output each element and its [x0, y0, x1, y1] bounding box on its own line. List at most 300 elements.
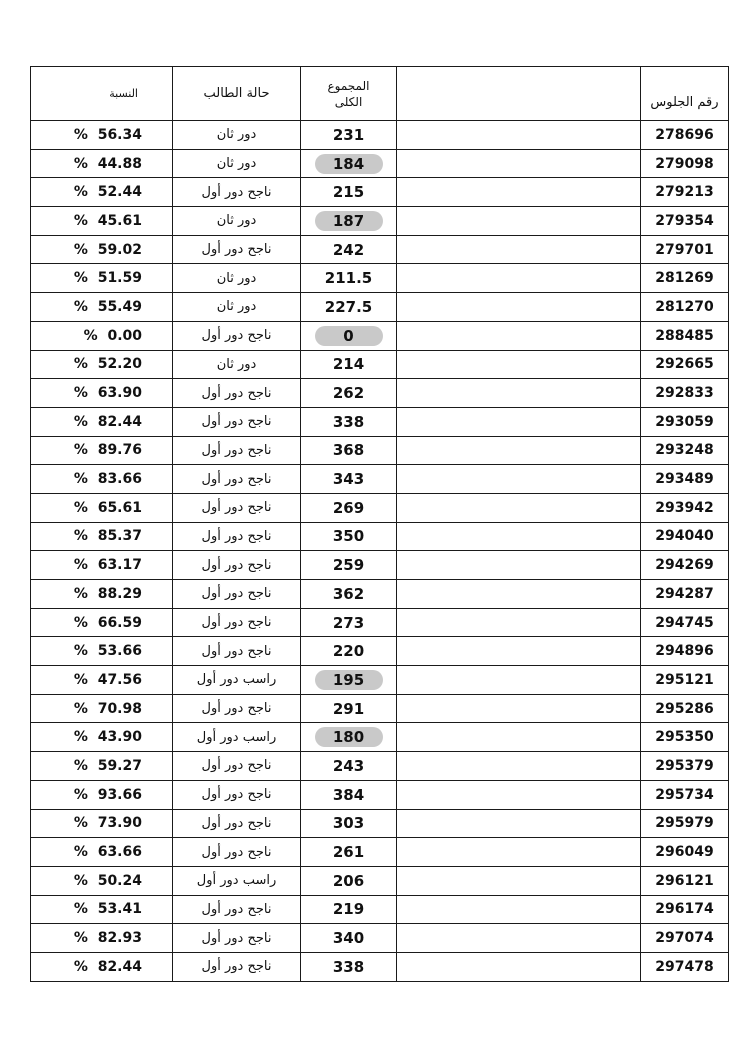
- results-table: [30, 66, 729, 982]
- table-row: [31, 608, 729, 637]
- seat-number-cell: 279213: [641, 178, 729, 207]
- table-row: [31, 493, 729, 522]
- percent-sign: %: [73, 585, 88, 602]
- empty-cell: [397, 838, 641, 867]
- status-cell: [173, 752, 301, 781]
- status-text: دور ثان: [216, 270, 257, 286]
- seat-number-cell: 292665: [641, 350, 729, 379]
- percentage-value: 47.56: [97, 671, 142, 688]
- status-text: ناجح دور أول: [201, 184, 272, 200]
- total-cell: [301, 293, 397, 322]
- percentage-cell: [31, 293, 173, 322]
- table-row: [31, 780, 729, 809]
- status-cell: [173, 895, 301, 924]
- empty-cell: [397, 809, 641, 838]
- header-seat: رقم الجلوس: [641, 67, 729, 121]
- percent-sign: %: [73, 671, 88, 688]
- empty-cell: [397, 293, 641, 322]
- percent-sign: %: [73, 729, 88, 746]
- status-cell: [173, 465, 301, 494]
- percentage-value: 59.02: [97, 241, 142, 258]
- percentage-cell: [31, 666, 173, 695]
- total-value: 215: [332, 183, 365, 202]
- percent-sign: %: [73, 184, 88, 201]
- status-cell: [173, 723, 301, 752]
- status-cell: [173, 522, 301, 551]
- percent-sign: %: [73, 872, 88, 889]
- status-text: ناجح دور أول: [201, 959, 272, 975]
- total-value: 206: [332, 871, 365, 890]
- status-text: ناجح دور أول: [201, 758, 272, 774]
- percentage-cell: [31, 121, 173, 150]
- total-value: 259: [332, 556, 365, 575]
- header-total: [301, 67, 397, 121]
- total-value: 242: [332, 240, 365, 259]
- percentage-cell: [31, 924, 173, 953]
- status-cell: [173, 379, 301, 408]
- seat-number-cell: 292833: [641, 379, 729, 408]
- table-row: [31, 436, 729, 465]
- total-cell: [301, 321, 397, 350]
- table-row: [31, 465, 729, 494]
- table-body: [31, 121, 729, 982]
- total-cell: [301, 838, 397, 867]
- total-cell: [301, 207, 397, 236]
- status-cell: [173, 264, 301, 293]
- percentage-cell: [31, 350, 173, 379]
- table-row: [31, 149, 729, 178]
- status-text: راسب دور أول: [196, 729, 277, 745]
- table-row: [31, 350, 729, 379]
- percent-sign: %: [73, 614, 88, 631]
- percent-sign: %: [73, 557, 88, 574]
- table-row: [31, 407, 729, 436]
- empty-cell: [397, 666, 641, 695]
- status-cell: [173, 321, 301, 350]
- empty-cell: [397, 580, 641, 609]
- percentage-value: 43.90: [97, 729, 142, 746]
- percentage-value: 66.59: [97, 614, 142, 631]
- status-cell: [173, 838, 301, 867]
- table-row: [31, 551, 729, 580]
- total-cell: [301, 780, 397, 809]
- seat-number-cell: 296121: [641, 866, 729, 895]
- percentage-value: 53.66: [97, 643, 142, 660]
- total-cell: [301, 178, 397, 207]
- empty-cell: [397, 178, 641, 207]
- header-row: [31, 67, 729, 121]
- table-row: [31, 809, 729, 838]
- table-row: [31, 293, 729, 322]
- percentage-cell: [31, 436, 173, 465]
- header-status: حالة الطالب: [173, 67, 301, 121]
- percentage-cell: [31, 608, 173, 637]
- percentage-cell: [31, 522, 173, 551]
- percent-sign: %: [73, 815, 88, 832]
- percent-sign: %: [73, 356, 88, 373]
- table-row: [31, 235, 729, 264]
- total-cell: [301, 149, 397, 178]
- status-cell: [173, 207, 301, 236]
- empty-cell: [397, 952, 641, 981]
- status-text: ناجح دور أول: [201, 557, 272, 573]
- percentage-cell: [31, 149, 173, 178]
- percentage-cell: [31, 235, 173, 264]
- seat-number-cell: 294269: [641, 551, 729, 580]
- total-value: 262: [332, 384, 365, 403]
- seat-number-cell: 293489: [641, 465, 729, 494]
- seat-number-cell: 281269: [641, 264, 729, 293]
- percent-sign: %: [73, 844, 88, 861]
- percentage-value: 63.66: [97, 844, 142, 861]
- status-text: ناجح دور أول: [201, 500, 272, 516]
- table-row: [31, 952, 729, 981]
- empty-cell: [397, 207, 641, 236]
- status-text: ناجح دور أول: [201, 701, 272, 717]
- total-value: 303: [332, 814, 365, 833]
- status-cell: [173, 149, 301, 178]
- percentage-cell: [31, 895, 173, 924]
- percentage-value: 83.66: [97, 471, 142, 488]
- empty-cell: [397, 866, 641, 895]
- status-text: راسب دور أول: [196, 873, 277, 889]
- seat-number-cell: 293059: [641, 407, 729, 436]
- percentage-value: 73.90: [97, 815, 142, 832]
- total-value: 362: [332, 584, 365, 603]
- status-cell: [173, 436, 301, 465]
- total-value-highlighted: 180: [315, 727, 383, 747]
- status-cell: [173, 694, 301, 723]
- percent-sign: %: [73, 528, 88, 545]
- table-row: [31, 752, 729, 781]
- percent-sign: %: [73, 471, 88, 488]
- seat-number-cell: 279354: [641, 207, 729, 236]
- table-row: [31, 924, 729, 953]
- total-cell: [301, 809, 397, 838]
- total-cell: [301, 666, 397, 695]
- seat-number-cell: 294287: [641, 580, 729, 609]
- status-text: ناجح دور أول: [201, 815, 272, 831]
- seat-number-cell: 295379: [641, 752, 729, 781]
- empty-cell: [397, 350, 641, 379]
- percentage-value: 82.93: [97, 930, 142, 947]
- total-cell: [301, 551, 397, 580]
- percentage-value: 65.61: [97, 499, 142, 516]
- percent-sign: %: [73, 270, 88, 287]
- percentage-value: 70.98: [97, 700, 142, 717]
- empty-cell: [397, 465, 641, 494]
- header-percentage: النسبة: [31, 67, 173, 121]
- seat-number-cell: 281270: [641, 293, 729, 322]
- empty-cell: [397, 407, 641, 436]
- percentage-value: 44.88: [97, 155, 142, 172]
- status-text: ناجح دور أول: [201, 901, 272, 917]
- percentage-value: 63.90: [97, 385, 142, 402]
- total-cell: [301, 121, 397, 150]
- percent-sign: %: [73, 126, 88, 143]
- total-value: 338: [332, 412, 365, 431]
- empty-cell: [397, 924, 641, 953]
- total-cell: [301, 752, 397, 781]
- total-value-highlighted: 187: [315, 211, 383, 231]
- status-text: ناجح دور أول: [201, 471, 272, 487]
- percent-sign: %: [73, 757, 88, 774]
- percentage-value: 0.00: [107, 327, 142, 344]
- seat-number-cell: 278696: [641, 121, 729, 150]
- seat-number-cell: 294745: [641, 608, 729, 637]
- percentage-value: 63.17: [97, 557, 142, 574]
- table-row: [31, 838, 729, 867]
- empty-cell: [397, 551, 641, 580]
- total-value: 343: [332, 470, 365, 489]
- total-value: 219: [332, 900, 365, 919]
- total-cell: [301, 493, 397, 522]
- total-value-highlighted: 184: [315, 154, 383, 174]
- total-value: 261: [332, 843, 365, 862]
- status-cell: [173, 493, 301, 522]
- empty-cell: [397, 637, 641, 666]
- table-row: [31, 178, 729, 207]
- percent-sign: %: [83, 327, 98, 344]
- status-text: دور ثان: [216, 356, 257, 372]
- percentage-cell: [31, 694, 173, 723]
- total-value: 368: [332, 441, 365, 460]
- empty-cell: [397, 493, 641, 522]
- percentage-cell: [31, 580, 173, 609]
- percentage-cell: [31, 866, 173, 895]
- total-value: 211.5: [324, 269, 373, 288]
- seat-number-cell: 295121: [641, 666, 729, 695]
- total-cell: [301, 952, 397, 981]
- status-text: ناجح دور أول: [201, 328, 272, 344]
- empty-cell: [397, 121, 641, 150]
- total-cell: [301, 436, 397, 465]
- status-text: راسب دور أول: [196, 672, 277, 688]
- percentage-cell: [31, 264, 173, 293]
- empty-cell: [397, 379, 641, 408]
- status-cell: [173, 637, 301, 666]
- status-text: ناجح دور أول: [201, 643, 272, 659]
- percentage-cell: [31, 207, 173, 236]
- table-row: [31, 666, 729, 695]
- total-cell: [301, 264, 397, 293]
- percentage-cell: [31, 723, 173, 752]
- percent-sign: %: [73, 786, 88, 803]
- percent-sign: %: [73, 155, 88, 172]
- table-row: [31, 895, 729, 924]
- total-cell: [301, 235, 397, 264]
- percentage-value: 53.41: [97, 901, 142, 918]
- seat-number-cell: 297478: [641, 952, 729, 981]
- status-text: ناجح دور أول: [201, 586, 272, 602]
- total-value: 291: [332, 699, 365, 718]
- percentage-value: 56.34: [97, 126, 142, 143]
- seat-number-cell: 294896: [641, 637, 729, 666]
- total-value: 227.5: [324, 297, 373, 316]
- status-cell: [173, 580, 301, 609]
- seat-number-cell: 295734: [641, 780, 729, 809]
- percentage-cell: [31, 178, 173, 207]
- percentage-value: 55.49: [97, 298, 142, 315]
- seat-number-cell: 296049: [641, 838, 729, 867]
- total-cell: [301, 350, 397, 379]
- table-row: [31, 694, 729, 723]
- percent-sign: %: [73, 298, 88, 315]
- total-value: 338: [332, 957, 365, 976]
- status-text: دور ثان: [216, 156, 257, 172]
- empty-cell: [397, 235, 641, 264]
- empty-cell: [397, 694, 641, 723]
- status-cell: [173, 924, 301, 953]
- total-value: 243: [332, 756, 365, 775]
- empty-cell: [397, 752, 641, 781]
- empty-cell: [397, 436, 641, 465]
- percentage-value: 85.37: [97, 528, 142, 545]
- seat-number-cell: 294040: [641, 522, 729, 551]
- status-text: دور ثان: [216, 127, 257, 143]
- percentage-cell: [31, 493, 173, 522]
- percent-sign: %: [73, 413, 88, 430]
- percent-sign: %: [73, 930, 88, 947]
- seat-number-cell: 293248: [641, 436, 729, 465]
- table-row: [31, 379, 729, 408]
- status-cell: [173, 350, 301, 379]
- percent-sign: %: [73, 643, 88, 660]
- percentage-cell: [31, 379, 173, 408]
- percentage-value: 59.27: [97, 757, 142, 774]
- status-cell: [173, 608, 301, 637]
- status-cell: [173, 551, 301, 580]
- status-text: ناجح دور أول: [201, 385, 272, 401]
- percent-sign: %: [73, 212, 88, 229]
- total-cell: [301, 407, 397, 436]
- total-cell: [301, 895, 397, 924]
- status-text: ناجح دور أول: [201, 242, 272, 258]
- percentage-value: 45.61: [97, 212, 142, 229]
- total-value-highlighted: 0: [315, 326, 383, 346]
- status-text: ناجح دور أول: [201, 528, 272, 544]
- total-value: 384: [332, 785, 365, 804]
- total-cell: [301, 694, 397, 723]
- status-cell: [173, 293, 301, 322]
- total-value: 231: [332, 125, 365, 144]
- empty-cell: [397, 895, 641, 924]
- total-value: 273: [332, 613, 365, 632]
- percentage-cell: [31, 407, 173, 436]
- total-cell: [301, 637, 397, 666]
- percent-sign: %: [73, 385, 88, 402]
- status-text: ناجح دور أول: [201, 844, 272, 860]
- table-row: [31, 121, 729, 150]
- seat-number-cell: 297074: [641, 924, 729, 953]
- empty-cell: [397, 149, 641, 178]
- total-cell: [301, 580, 397, 609]
- status-text: دور ثان: [216, 299, 257, 315]
- total-cell: [301, 465, 397, 494]
- status-cell: [173, 178, 301, 207]
- status-text: دور ثان: [216, 213, 257, 229]
- status-cell: [173, 121, 301, 150]
- total-cell: [301, 608, 397, 637]
- seat-number-cell: 293942: [641, 493, 729, 522]
- total-value: 269: [332, 498, 365, 517]
- total-cell: [301, 924, 397, 953]
- percentage-value: 50.24: [97, 872, 142, 889]
- header-empty: [397, 67, 641, 121]
- percentage-value: 88.29: [97, 585, 142, 602]
- table-row: [31, 522, 729, 551]
- total-cell: [301, 723, 397, 752]
- total-cell: [301, 866, 397, 895]
- seat-number-cell: 279701: [641, 235, 729, 264]
- seat-number-cell: 295286: [641, 694, 729, 723]
- percentage-cell: [31, 637, 173, 666]
- status-text: ناجح دور أول: [201, 615, 272, 631]
- percentage-value: 52.20: [97, 356, 142, 373]
- status-cell: [173, 666, 301, 695]
- percent-sign: %: [73, 442, 88, 459]
- empty-cell: [397, 723, 641, 752]
- percent-sign: %: [73, 499, 88, 516]
- percent-sign: %: [73, 241, 88, 258]
- status-cell: [173, 952, 301, 981]
- seat-number-cell: 279098: [641, 149, 729, 178]
- percentage-value: 93.66: [97, 786, 142, 803]
- seat-number-cell: 295979: [641, 809, 729, 838]
- percent-sign: %: [73, 901, 88, 918]
- header-total-line1: المجموع: [327, 78, 370, 93]
- status-cell: [173, 866, 301, 895]
- table-row: [31, 321, 729, 350]
- percentage-value: 52.44: [97, 184, 142, 201]
- status-cell: [173, 780, 301, 809]
- status-cell: [173, 235, 301, 264]
- percentage-cell: [31, 752, 173, 781]
- status-text: ناجح دور أول: [201, 442, 272, 458]
- percent-sign: %: [73, 958, 88, 975]
- total-cell: [301, 522, 397, 551]
- total-value: 340: [332, 929, 365, 948]
- status-text: ناجح دور أول: [201, 787, 272, 803]
- total-value-highlighted: 195: [315, 670, 383, 690]
- total-value: 214: [332, 355, 365, 374]
- status-text: ناجح دور أول: [201, 930, 272, 946]
- status-text: ناجح دور أول: [201, 414, 272, 430]
- header-total-line2: الكلى: [334, 94, 363, 109]
- table-row: [31, 264, 729, 293]
- table-row: [31, 866, 729, 895]
- percentage-cell: [31, 809, 173, 838]
- percentage-cell: [31, 780, 173, 809]
- empty-cell: [397, 321, 641, 350]
- percent-sign: %: [73, 700, 88, 717]
- table-row: [31, 207, 729, 236]
- percentage-cell: [31, 465, 173, 494]
- results-sheet: [30, 66, 728, 982]
- status-cell: [173, 809, 301, 838]
- percentage-value: 51.59: [97, 270, 142, 287]
- empty-cell: [397, 264, 641, 293]
- total-value: 220: [332, 642, 365, 661]
- empty-cell: [397, 522, 641, 551]
- total-value: 350: [332, 527, 365, 546]
- seat-number-cell: 296174: [641, 895, 729, 924]
- empty-cell: [397, 780, 641, 809]
- total-cell: [301, 379, 397, 408]
- percentage-cell: [31, 838, 173, 867]
- percentage-value: 89.76: [97, 442, 142, 459]
- percentage-value: 82.44: [97, 413, 142, 430]
